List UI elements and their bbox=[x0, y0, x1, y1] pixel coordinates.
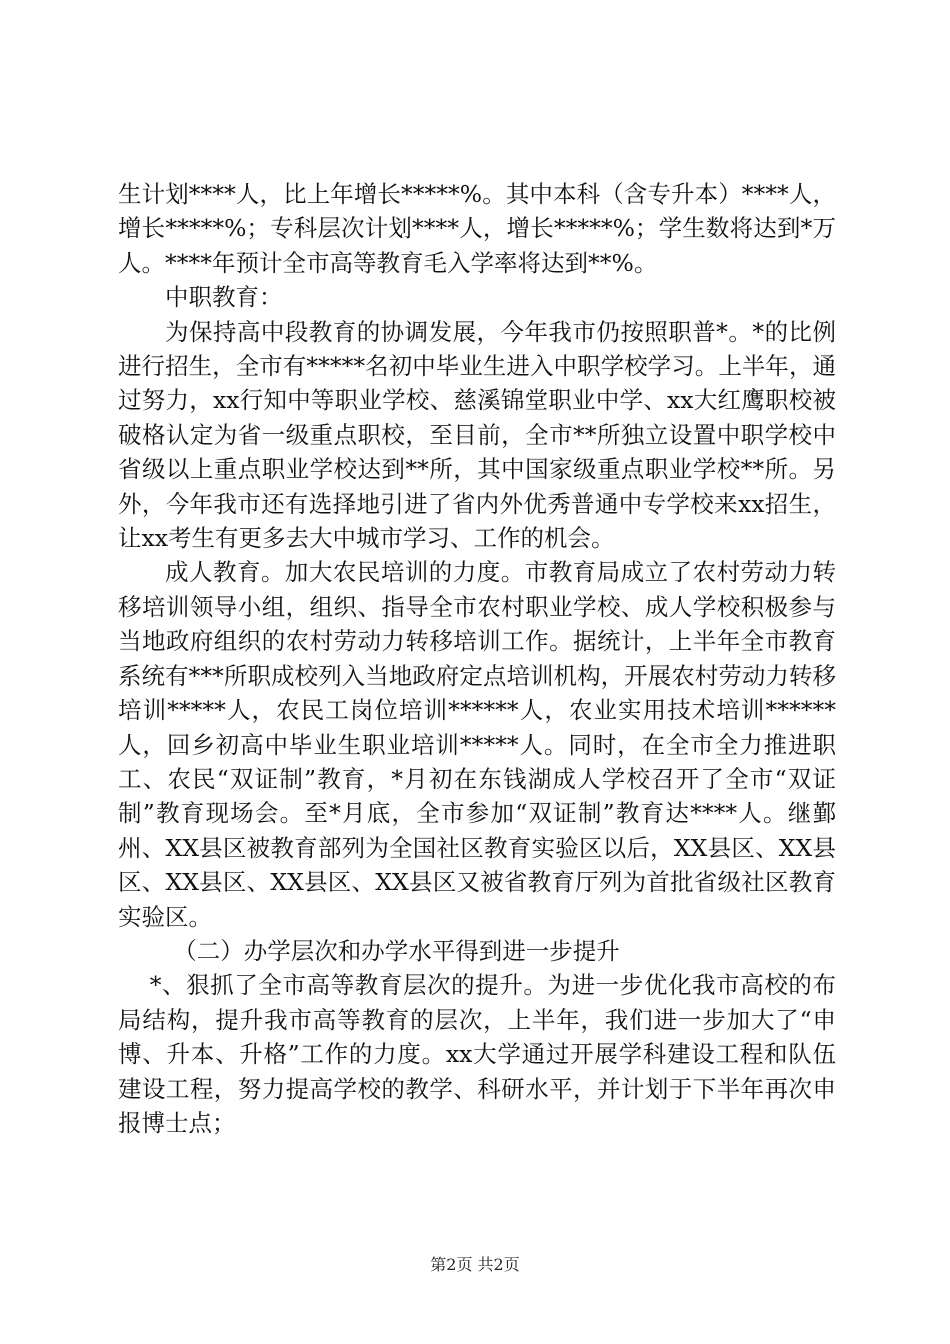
paragraph-vocational-education: 为保持高中段教育的协调发展，今年我市仍按照职普*。*的比例进行招生，全市有*****名初中毕业生进入中职学校学习。上半年，通过努力，xx行知中等职业学校、慈溪锦堂职业中学、xx大红鹰职校被破格认定为省一级重点职校，至目前，全市**所独立设置中职学校中省级以上重点职业学校达到**所，其中国家级重点职业学校**所。另外，今年我市还有选择地引进了省内外优秀普通中专学校来xx招生，让xx考生有更多去大中城市学习、工作的机会。 bbox=[118, 317, 836, 553]
heading-vocational-education: 中职教育： bbox=[165, 283, 283, 312]
paragraph-adult-education: 成人教育。加大农民培训的力度。市教育局成立了农村劳动力转移培训领导小组，组织、指导全市农村职业学校、成人学校积极参与当地政府组织的农村劳动力转移培训工作。据统计，上半年全市教育系统有***所职成校列入当地政府定点培训机构，开展农村劳动力转移培训*****人，农民工岗位培训******人，农业实用技术培训******人，回乡初高中毕业生职业培训*****人。同时，在全市全力推进职工、农民“双证制”教育，*月初在东钱湖成人学校召开了全市“双证制”教育现场会。至*月底，全市参加“双证制”教育达****人。继鄞州、XX县区被教育部列为全国社区教育实验区以后，XX县区、XX县区、XX县区、XX县区、XX县区又被省教育厅列为首批省级社区教育实验区。 bbox=[118, 558, 836, 931]
section-heading-level-improvement: （二）办学层次和办学水平得到进一步提升 bbox=[173, 936, 620, 965]
page-number-footer: 第2页 共2页 bbox=[430, 1255, 520, 1274]
document-body bbox=[118, 177, 836, 1140]
paragraph-enrollment-plan: 生计划****人，比上年增长*****%。其中本科（含专升本）****人，增长*****%；专科层次计划****人，增长*****%；学生数将达到*万人。****年预计全市高等教育毛入学率将达到**%。 bbox=[118, 180, 836, 277]
paragraph-higher-education-level: *、狠抓了全市高等教育层次的提升。为进一步优化我市高校的布局结构，提升我市高等教育的层次，上半年，我们进一步加大了“申博、升本、升格”工作的力度。xx大学通过开展学科建设工程和队伍建设工程，努力提高学校的教学、科研水平，并计划于下半年再次申报博士点； bbox=[118, 971, 836, 1137]
